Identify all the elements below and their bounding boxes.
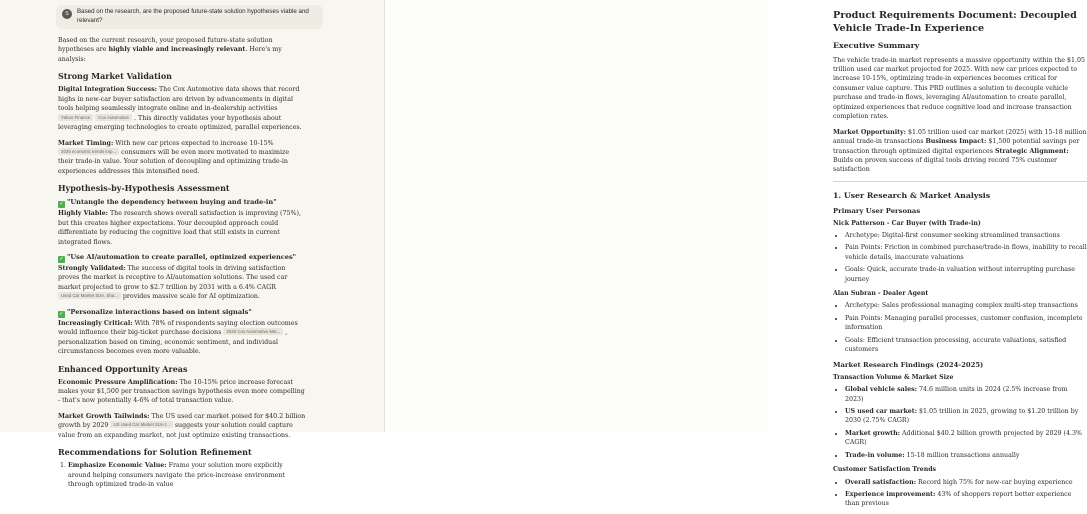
heading-transaction-volume: Transaction Volume & Market Size	[833, 373, 954, 381]
check-mark-icon: ✓	[59, 310, 64, 317]
heading-personas: Primary User Personas	[833, 206, 921, 215]
chat-panel[interactable]	[0, 0, 384, 488]
volume-item-text: Additional $40.2 billion growth projected by 2029 (4.3% CAGR)	[845, 429, 1082, 447]
hypothesis-2-text: "Use AI/automation to create parallel, optimized experiences"	[67, 253, 297, 261]
trend-item	[845, 478, 1087, 487]
executive-summary-text: The vehicle trade-in market represents a massive opportunity within the $1.05 trillion used car market projected for 2025. With new car prices expected to increase 10-15%, optimizing trade-in experiences becomes critical for consumer value capture. This PRD outlines a solution to decouple vehicle purchase and trade-in flows, leveraging AI/automation to create parallel, optimized experiences that reduce cognitive load and increase transaction completion rates.	[833, 56, 1085, 121]
heading-research-findings: Market Research Findings (2024-2025)	[833, 360, 984, 369]
intro-emphasis: highly viable and increasingly relevant	[108, 46, 246, 54]
hypothesis-3-body-end: , personalization based on timing, economic sentiment, and individual circumstances becomes even more valuable.	[58, 329, 288, 356]
heading-strong-market-validation: Strong Market Validation	[58, 71, 172, 82]
digital-text: The Cox Automotive data shows that record highs in new-car buyer satisfaction are driven by advancements in digital tools helping seamlessly integrate online and in-dealership activities	[58, 86, 300, 113]
strategic-alignment-label: Strategic Alignment:	[994, 147, 1069, 155]
heading-user-research: 1. User Research & Market Analysis	[833, 190, 991, 200]
persona-1-list	[833, 231, 1087, 284]
key-metrics-paragraph	[833, 128, 1087, 175]
heading-satisfaction-trends: Customer Satisfaction Trends	[833, 466, 937, 474]
hypothesis-1-body: The research shows overall satisfaction is improving (75%), but this creates higher expectations. Your decoupled approach could differentiate by reducing the cognitive load that still exists in current integrated flows.	[58, 210, 301, 246]
hypothesis-3-text: "Personalize interactions based on intent signals"	[67, 307, 252, 316]
hypothesis-3-body: With 78% of respondents saying election outcomes would influence their big-ticket purchase decisions	[58, 319, 298, 337]
intro-paragraph	[58, 36, 306, 64]
economic-pressure-paragraph	[58, 378, 306, 406]
document-title: Product Requirements Document: Decoupled Vehicle Trade-In Experience	[833, 10, 1077, 34]
hypothesis-2-body-end: provides massive scale for AI optimization.	[120, 293, 260, 301]
hypothesis-1-paragraph	[58, 209, 306, 247]
heading-executive-summary: Executive Summary	[833, 40, 920, 50]
digital-integration-paragraph	[58, 85, 306, 132]
heading-recommendations: Recommendations for Solution Refinement	[58, 447, 252, 458]
citation-chip-cox[interactable]: Cox Automotive	[95, 114, 132, 121]
document-panel[interactable]	[384, 0, 1087, 508]
economic-label: Economic Pressure Amplification:	[58, 378, 178, 386]
check-mark-icon: ✓	[59, 201, 64, 208]
timing-text: With new car prices expected to increase 10-15%	[113, 139, 274, 147]
persona-2-list	[833, 301, 1087, 354]
persona-item: • Archetype: Sales professional managing complex multi-step transactions	[845, 301, 1087, 310]
hypothesis-3-paragraph	[58, 319, 306, 357]
persona-item: • Goals: Quick, accurate trade-in valuation without interrupting purchase journey	[845, 265, 1087, 284]
hypothesis-2-title	[58, 253, 306, 263]
citation-chip-cox-2025[interactable]: 2025 Cox Automotive Mar...	[223, 328, 283, 335]
assistant-response	[58, 36, 306, 491]
market-growth-paragraph	[58, 412, 306, 440]
volume-item-label: US used car market:	[845, 408, 918, 416]
trend-item-label: Overall satisfaction:	[845, 478, 917, 486]
growth-body-end: suggests your solution could capture value from an expanding market, not just optimize existing transactions.	[58, 422, 293, 439]
citation-chip-used-car[interactable]: Used Car Market Size, Sha...	[58, 292, 121, 299]
hypothesis-1-text: "Untangle the dependency between buying and trade-in"	[67, 198, 277, 207]
digital-label: Digital Integration Success:	[58, 86, 157, 94]
persona-2-name: Alan Subran - Dealer Agent	[833, 290, 929, 298]
business-impact-label: Business Impact:	[925, 138, 987, 146]
growth-body: The US used car market poised for $40.2 billion growth by 2029	[58, 412, 306, 430]
heading-enhanced-opportunity: Enhanced Opportunity Areas	[58, 363, 188, 374]
trend-item-text: Record high 75% for new-car buying experience	[916, 478, 1073, 486]
hypothesis-2-body: The success of digital tools in driving satisfaction proves the market is receptive to AI/automation solutions. The used car market projected to grow to $2.7 trillion by 2031 with a 6.4% CAGR	[58, 265, 288, 291]
volume-item-text: 15-18 million transactions annually	[904, 451, 1020, 459]
user-avatar[interactable]: S	[62, 9, 72, 19]
hypothesis-3-title	[58, 308, 306, 318]
user-message-text: Based on the research, are the proposed future-state solution hypotheses viable and relevant?	[77, 8, 309, 24]
trend-item-label: Experience improvement:	[845, 490, 936, 498]
volume-item	[845, 407, 1087, 426]
user-message-bubble	[56, 5, 323, 29]
volume-item-label: Market growth:	[845, 429, 900, 437]
hypothesis-2-label: Strongly Validated:	[58, 265, 126, 272]
timing-label: Market Timing:	[58, 139, 114, 147]
recommendation-item	[68, 461, 306, 489]
digital-text-end: . This directly validates your hypothesis about leveraging emerging technologies to create optimized, parallel experiences.	[58, 114, 302, 132]
volume-item	[845, 385, 1087, 404]
check-mark-icon: ✓	[59, 256, 64, 262]
citation-chip-us-used-car[interactable]: US Used Car Market Size t...	[110, 421, 172, 428]
timing-text-end: consumers will be even more motivated to maximize their trade-in value. Your solution of decoupling and optimizing trade-in experiences addresses this intensified need.	[58, 148, 290, 175]
volume-item	[845, 429, 1087, 448]
market-opportunity-text: $1.05 trillion used car market (2025) with 15-18 million annual trade-in transactions	[833, 128, 1087, 146]
divider	[833, 181, 1087, 182]
volume-item	[845, 451, 1087, 460]
intro-text: Based on the current research, your proposed future-state solution hypotheses are	[58, 37, 273, 54]
persona-item: • Archetype: Digital-first consumer seeking streamlined transactions	[845, 231, 1087, 240]
volume-item-label: Global vehicle sales:	[845, 386, 917, 394]
citation-chip-trends[interactable]: 2025 economic trends imp...	[58, 148, 119, 155]
growth-label: Market Growth Tailwinds:	[58, 412, 150, 420]
recommendation-label: Emphasize Economic Value:	[68, 462, 167, 470]
recommendation-body: Frame your solution more explicitly around helping consumers navigate the price-increase environment through optimized trade-in value	[68, 462, 285, 488]
trends-list	[833, 478, 1087, 509]
hypothesis-3-label: Increasingly Critical:	[58, 319, 133, 327]
volume-item-text: 74.6 million units in 2024 (2.5% increase from 2023)	[845, 386, 1068, 403]
business-impact-text: $1,500 potential savings per transaction through optimized digital experiences	[833, 138, 1080, 155]
persona-1-name: Nick Patterson - Car Buyer (with Trade-in)	[833, 219, 981, 227]
volume-item-text: $1.05 trillion in 2025, growing to $1.20 trillion by 2030 (2.75% CAGR)	[845, 408, 1079, 425]
trend-item-text: 43% of shoppers report better experience than previous	[845, 490, 1072, 508]
trend-item	[845, 490, 1087, 509]
citation-chip-yahoo[interactable]: Yahoo Finance	[58, 114, 93, 121]
intro-text-end: . Here's my analysis:	[58, 46, 282, 63]
heading-hypothesis-assessment: Hypothesis-by-Hypothesis Assessment	[58, 183, 230, 194]
prd-document	[833, 10, 1087, 514]
hypothesis-1-title	[58, 198, 306, 208]
hypothesis-2-paragraph	[58, 264, 306, 302]
recommendations-list	[58, 461, 306, 489]
economic-body: The 10-15% price increase forecast makes your $1,500 per transaction savings hypothesis even more compelling - that's now potentially 4-6% of total transaction value.	[58, 378, 305, 405]
volume-list	[833, 385, 1087, 460]
market-timing-paragraph	[58, 139, 306, 177]
persona-item: • Goals: Efficient transaction processing, accurate valuations, satisfied customers	[845, 336, 1087, 355]
hypothesis-1-label: Highly Viable:	[58, 210, 108, 218]
strategic-alignment-text: Builds on proven success of digital tools driving record 75% customer satisfaction	[833, 156, 1058, 174]
volume-item-label: Trade-in volume:	[845, 451, 905, 459]
market-opportunity-label: Market Opportunity:	[833, 128, 906, 136]
persona-item: • Pain Points: Managing parallel processes, customer confusion, incomplete information	[845, 314, 1087, 333]
persona-item: • Pain Points: Friction in combined purchase/trade-in flows, inability to recall vehicle details, inaccurate valuations	[845, 243, 1087, 262]
